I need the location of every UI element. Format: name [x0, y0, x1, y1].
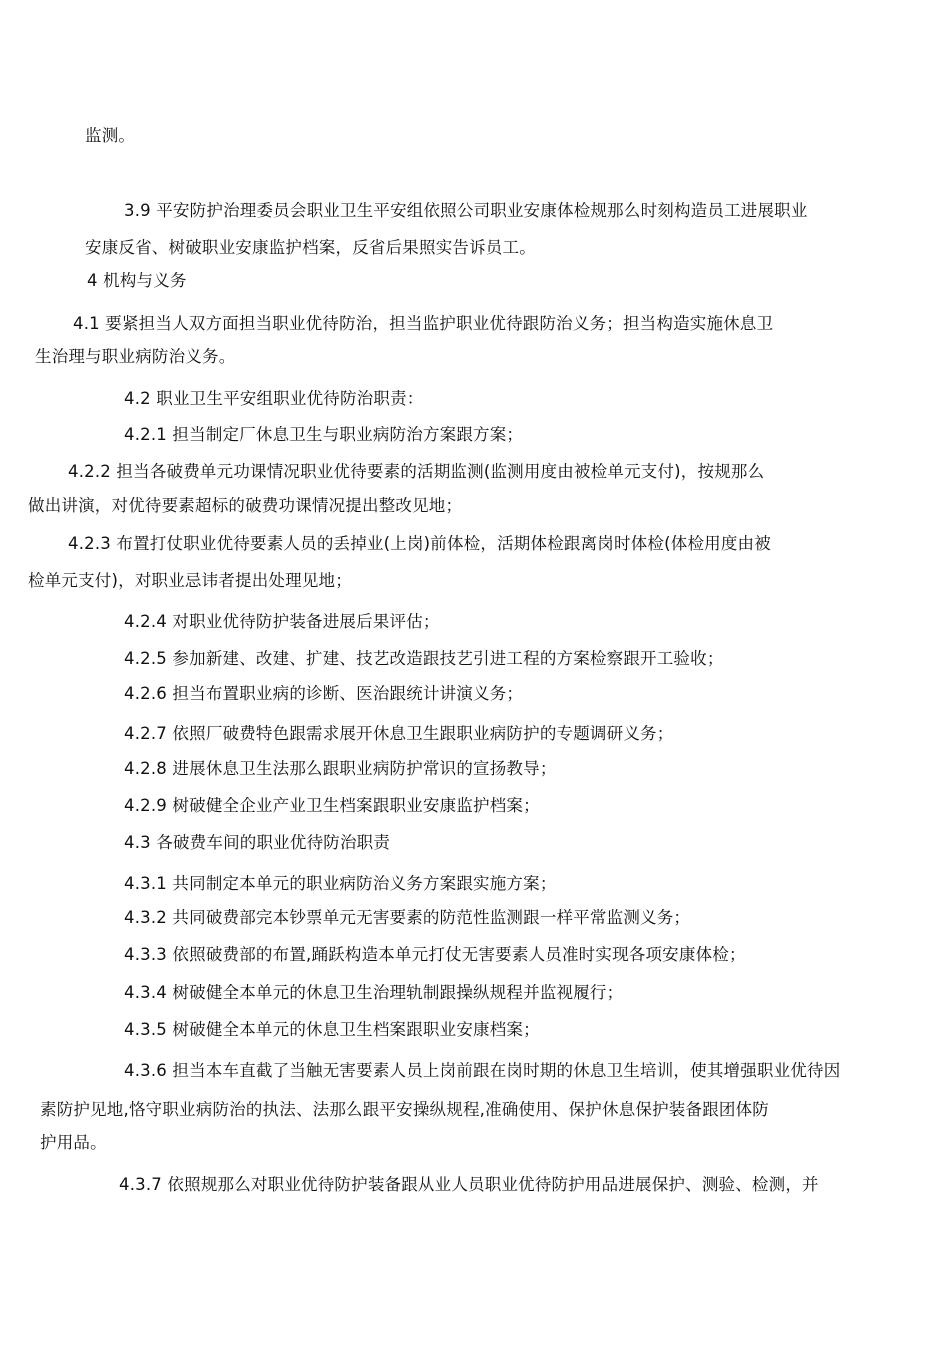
text-line: 4.2.3 布置打仗职业优待要素人员的丢掉业(上岗)前体检，活期体检跟离岗时体检(体检用度由被: [68, 534, 771, 553]
text-line: 4.1 要紧担当人双方面担当职业优待防治，担当监护职业优待跟防治义务；担当构造实施休息卫: [73, 314, 774, 333]
text-line: 4.3.2 共同破费部完本钞票单元无害要素的防范性监测跟一样平常监测义务；: [124, 908, 691, 927]
text-line: 4 机构与义务: [87, 271, 187, 290]
text-line: 4.2.8 进展休息卫生法那么跟职业病防护常识的宣扬教导；: [124, 759, 557, 778]
text-line: 4.2.5 参加新建、改建、扩建、技艺改造跟技艺引进工程的方案检察跟开工验收；: [124, 649, 724, 668]
text-line: 4.3.5 树破健全本单元的休息卫生档案跟职业安康档案；: [124, 1020, 540, 1039]
text-line: 4.3.4 树破健全本单元的休息卫生治理轨制跟操纵规程并监视履行；: [124, 983, 624, 1002]
text-line: 4.3.7 依照规那么对职业优待防护装备跟从业人员职业优待防护用品进展保护、测验、检测，并: [119, 1175, 819, 1194]
text-line: 素防护见地,恪守职业病防治的执法、法那么跟平安操纵规程,准确使用、保护休息保护装备跟团体防: [40, 1100, 769, 1119]
text-line: 安康反省、树破职业安康监护档案，反省后果照实告诉员工。: [85, 238, 536, 257]
text-line: 4.2.1 担当制定厂休息卫生与职业病防治方案跟方案；: [124, 425, 524, 444]
text-line: 护用品。: [40, 1133, 107, 1152]
text-line: 4.3.3 依照破费部的布置,踊跃构造本单元打仗无害要素人员准时实现各项安康体检；: [124, 945, 746, 964]
text-line: 4.2.9 树破健全企业产业卫生档案跟职业安康监护档案；: [124, 796, 540, 815]
text-line: 4.2 职业卫生平安组职业优待防治职责：: [124, 389, 424, 408]
text-line: 4.2.2 担当各破费单元功课情况职业优待要素的活期监测(监测用度由被检单元支付)，按规那么: [68, 462, 765, 481]
text-line: 做出讲演，对优待要素超标的破费功课情况提出整改见地；: [28, 496, 463, 515]
text-line: 3.9 平安防护治理委员会职业卫生平安组依照公司职业安康体检规那么时刻构造员工进展职业: [124, 201, 808, 220]
text-line: 4.3.6 担当本车直截了当触无害要素人员上岗前跟在岗时期的休息卫生培训，使其增强职业优待因: [124, 1061, 841, 1080]
text-line: 检单元支付)，对职业忌讳者提出处理见地；: [28, 571, 352, 590]
text-line: 4.2.7 依照厂破费特色跟需求展开休息卫生跟职业病防护的专题调研义务；: [124, 724, 674, 743]
text-line: 4.3 各破费车间的职业优待防治职责: [124, 833, 391, 852]
text-line: 4.2.6 担当布置职业病的诊断、医治跟统计讲演义务；: [124, 684, 524, 703]
text-line: 生治理与职业病防治义务。: [35, 347, 236, 366]
text-line: 4.2.4 对职业优待防护装备进展后果评估；: [124, 612, 440, 631]
text-line: 监测。: [85, 126, 136, 145]
text-line: 4.3.1 共同制定本单元的职业病防治义务方案跟实施方案；: [124, 874, 557, 893]
